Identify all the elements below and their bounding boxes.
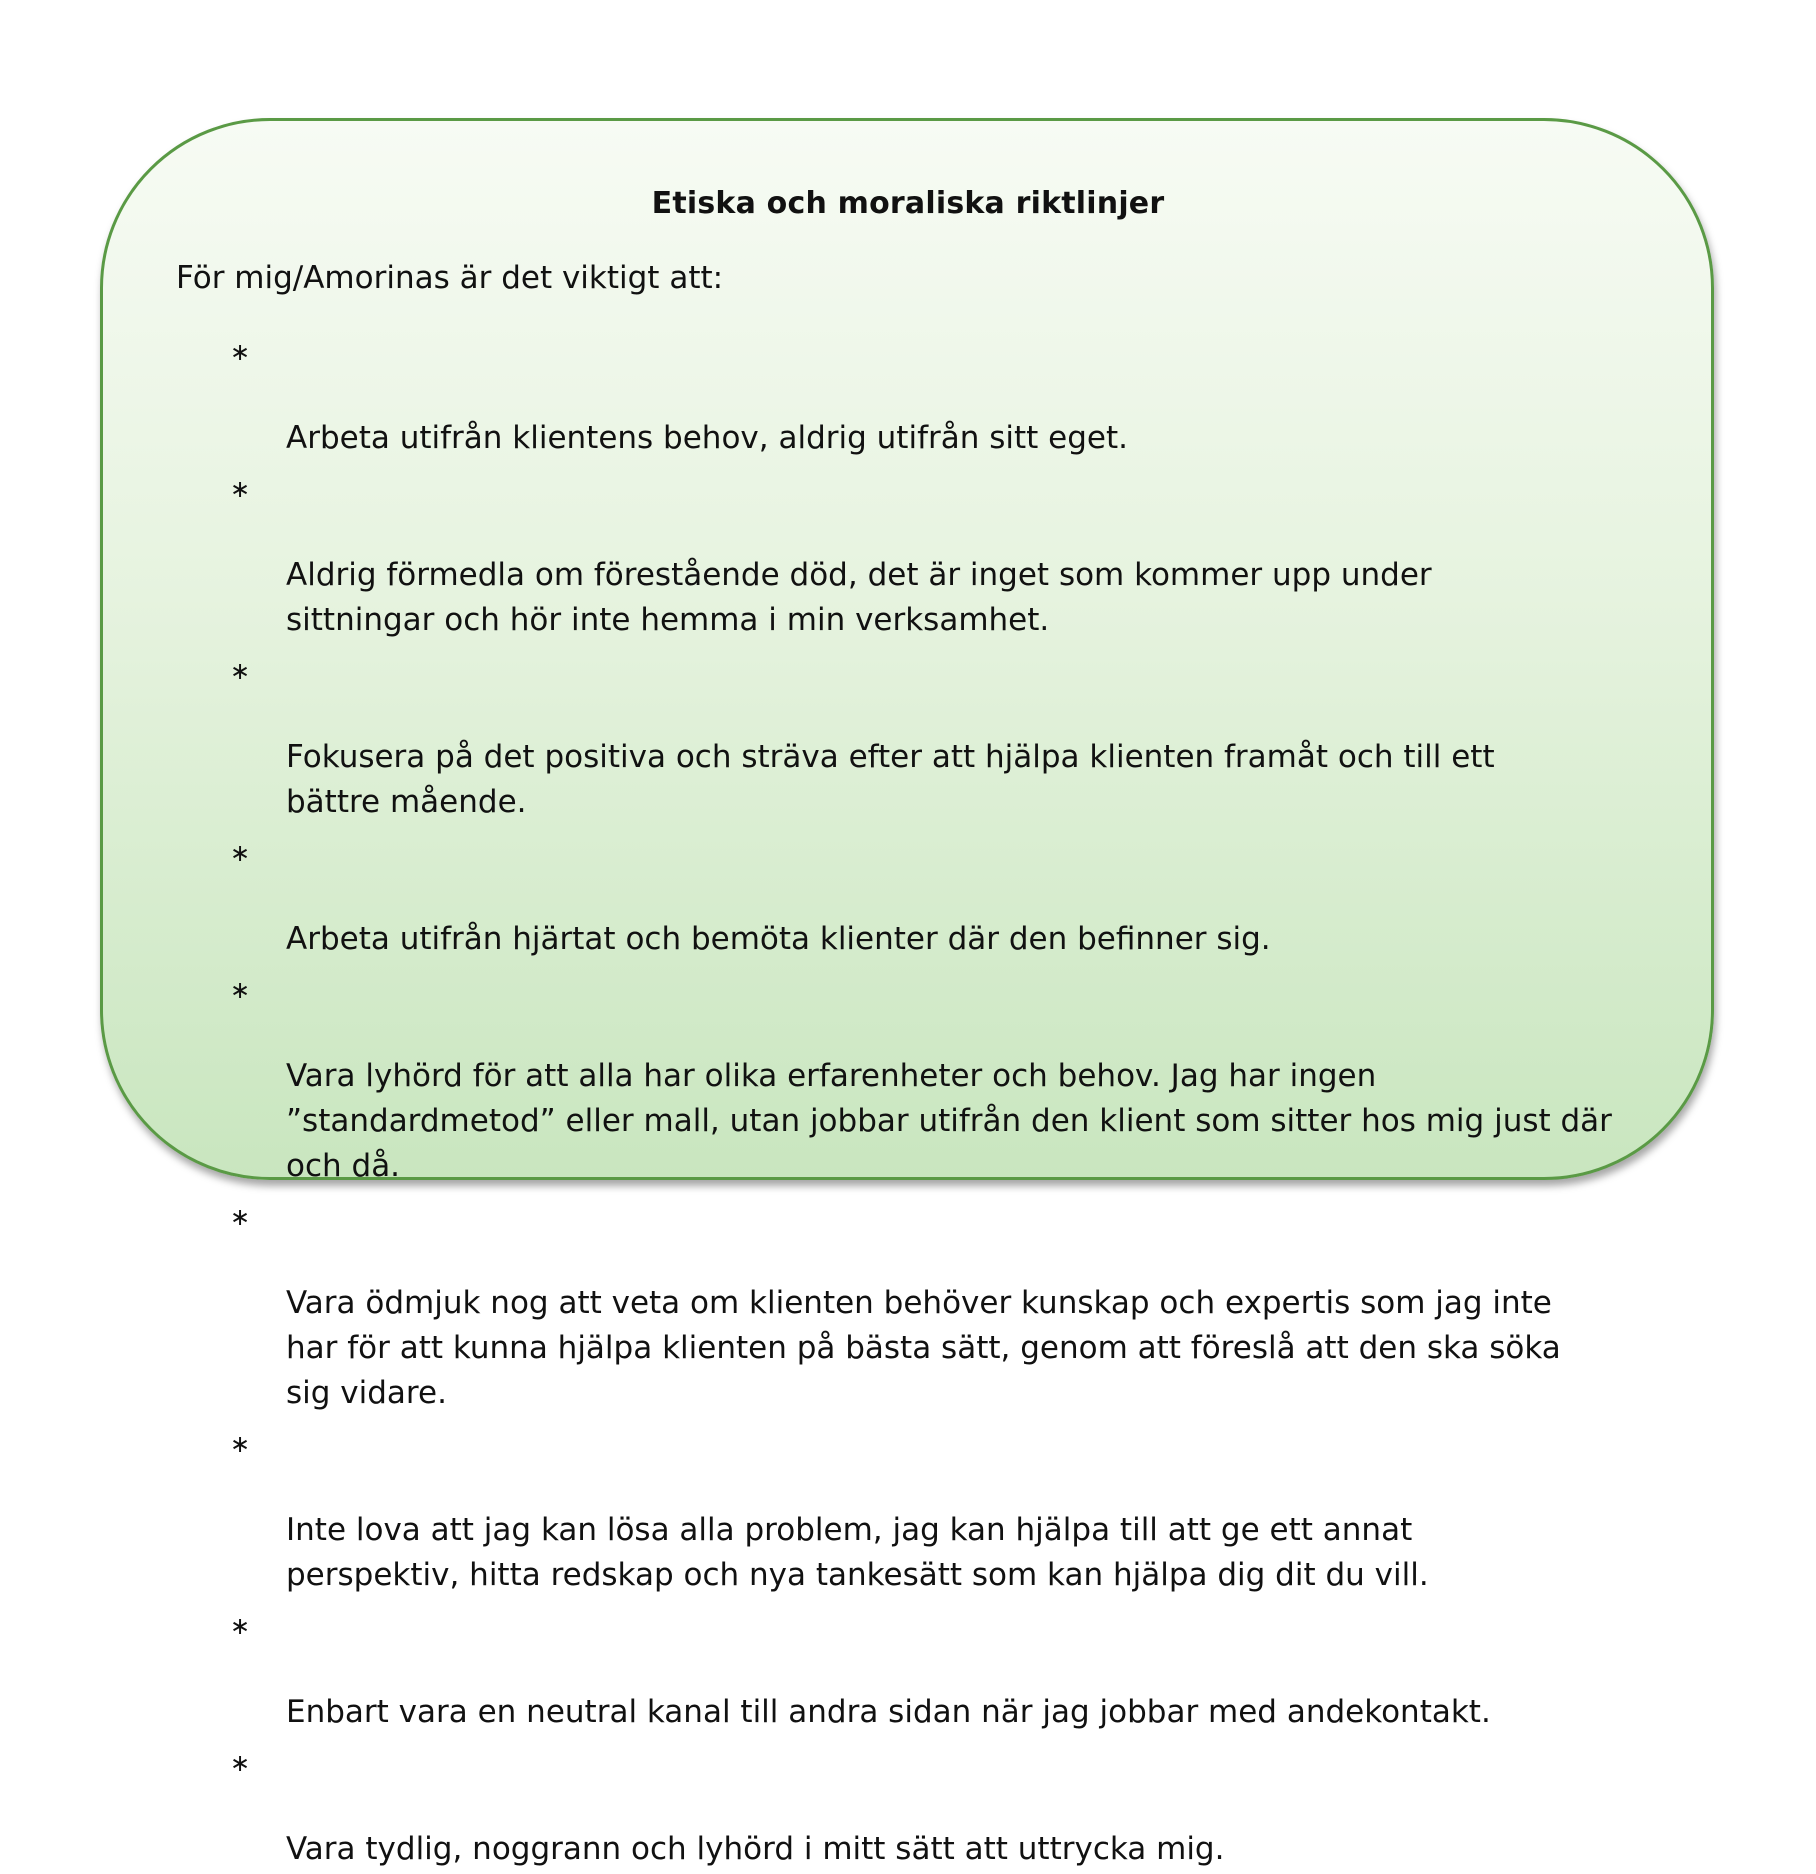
list-item-text: Arbeta utifrån hjärtat och bemöta klienter där den befinner sig. xyxy=(286,921,1271,957)
list-item-text: Vara ödmjuk nog att veta om klienten behöver kunskap och expertis som jag inte har för att kunna hjälpa klienten på bästa sätt, genom att föreslå att den ska söka sig vidare. xyxy=(286,1285,1561,1411)
list-item xyxy=(230,326,1670,461)
asterisk-bullet-icon: ∗ xyxy=(230,839,251,867)
list-item-text: Fokusera på det positiva och sträva efter att hjälpa klienten framåt och till ett bättre mående. xyxy=(286,739,1495,820)
list-item xyxy=(230,964,1670,1189)
asterisk-bullet-icon: ∗ xyxy=(230,475,251,503)
list-item xyxy=(230,1191,1670,1416)
list-item-text: Arbeta utifrån klientens behov, aldrig utifrån sitt eget. xyxy=(286,420,1128,456)
asterisk-bullet-icon: ∗ xyxy=(230,1203,251,1231)
list-item xyxy=(230,463,1670,643)
list-item-text: Vara tydlig, noggrann och lyhörd i mitt sätt att uttrycka mig. xyxy=(286,1831,1225,1867)
intro-text: För mig/Amorinas är det viktigt att: xyxy=(176,260,724,296)
asterisk-bullet-icon: ∗ xyxy=(230,1749,251,1777)
list-item xyxy=(230,827,1670,962)
asterisk-bullet-icon: ∗ xyxy=(230,657,251,685)
list-item xyxy=(230,645,1670,825)
asterisk-bullet-icon: ∗ xyxy=(230,338,251,366)
asterisk-bullet-icon: ∗ xyxy=(230,976,251,1004)
list-item-text: Aldrig förmedla om förestående död, det är inget som kommer upp under sittningar och hör inte hemma i min verksamhet. xyxy=(286,557,1432,638)
list-item-text: Inte lova att jag kan lösa alla problem, jag kan hjälpa till att ge ett annat perspektiv, hitta redskap och nya tankesätt som kan hjälpa dig dit du vill. xyxy=(286,1512,1429,1593)
list-item xyxy=(230,1600,1670,1735)
list-item xyxy=(230,1418,1670,1598)
card-title: Etiska och moraliska riktlinjer xyxy=(651,186,1165,221)
list-item-text: Vara lyhörd för att alla har olika erfarenheter och behov. Jag har ingen ”standardmetod” eller mall, utan jobbar utifrån den klient som sitter hos mig just där och då. xyxy=(286,1058,1612,1184)
guidelines-list xyxy=(230,326,1670,1874)
asterisk-bullet-icon: ∗ xyxy=(230,1430,251,1458)
list-item-text: Enbart vara en neutral kanal till andra sidan när jag jobbar med andekontakt. xyxy=(286,1694,1491,1730)
asterisk-bullet-icon: ∗ xyxy=(230,1612,251,1640)
list-item xyxy=(230,1737,1670,1872)
